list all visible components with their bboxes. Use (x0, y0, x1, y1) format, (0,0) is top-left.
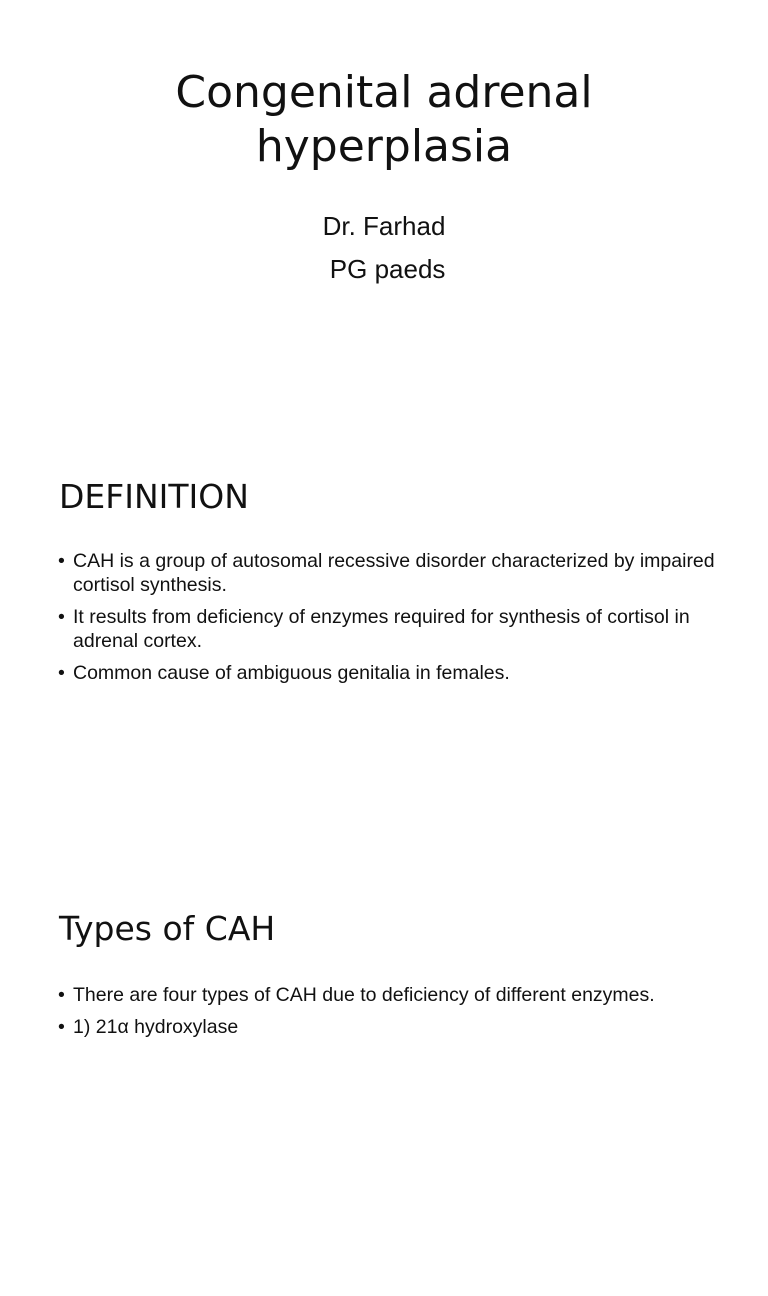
bullet-text: There are four types of CAH due to deficiency of different enzymes. (73, 984, 655, 1006)
slide-heading: DEFINITION (59, 477, 249, 516)
bullet-text: Common cause of ambiguous genitalia in females. (73, 662, 510, 684)
title-line-1: Congenital adrenal (175, 67, 593, 118)
title-line-2: hyperplasia (255, 121, 513, 172)
list-item (58, 983, 718, 1007)
definition-slide (0, 432, 768, 864)
bullet-text: 1) 21α hydroxylase (73, 1016, 239, 1038)
bullet-icon: • (58, 1016, 65, 1038)
types-slide (0, 864, 768, 1296)
bullet-icon: • (58, 984, 65, 1006)
title-slide (0, 0, 768, 432)
list-item (58, 1015, 718, 1039)
presenter-info (0, 205, 768, 291)
list-item (58, 661, 718, 685)
bullet-text: CAH is a group of autosomal recessive disorder characterized by impaired cortisol synthesis. (73, 550, 715, 596)
list-item (58, 605, 718, 653)
list-item (58, 549, 718, 597)
presenter-name: Dr. Farhad (322, 211, 446, 241)
bullet-list (58, 549, 718, 693)
presentation-title (0, 66, 768, 174)
bullet-icon: • (58, 550, 65, 572)
slide-heading: Types of CAH (59, 909, 276, 948)
bullet-text: It results from deficiency of enzymes required for synthesis of cortisol in adrenal cortex. (73, 606, 690, 652)
presenter-role: PG paeds (322, 254, 446, 284)
bullet-icon: • (58, 662, 65, 684)
bullet-icon: • (58, 606, 65, 628)
bullet-list (58, 983, 718, 1047)
